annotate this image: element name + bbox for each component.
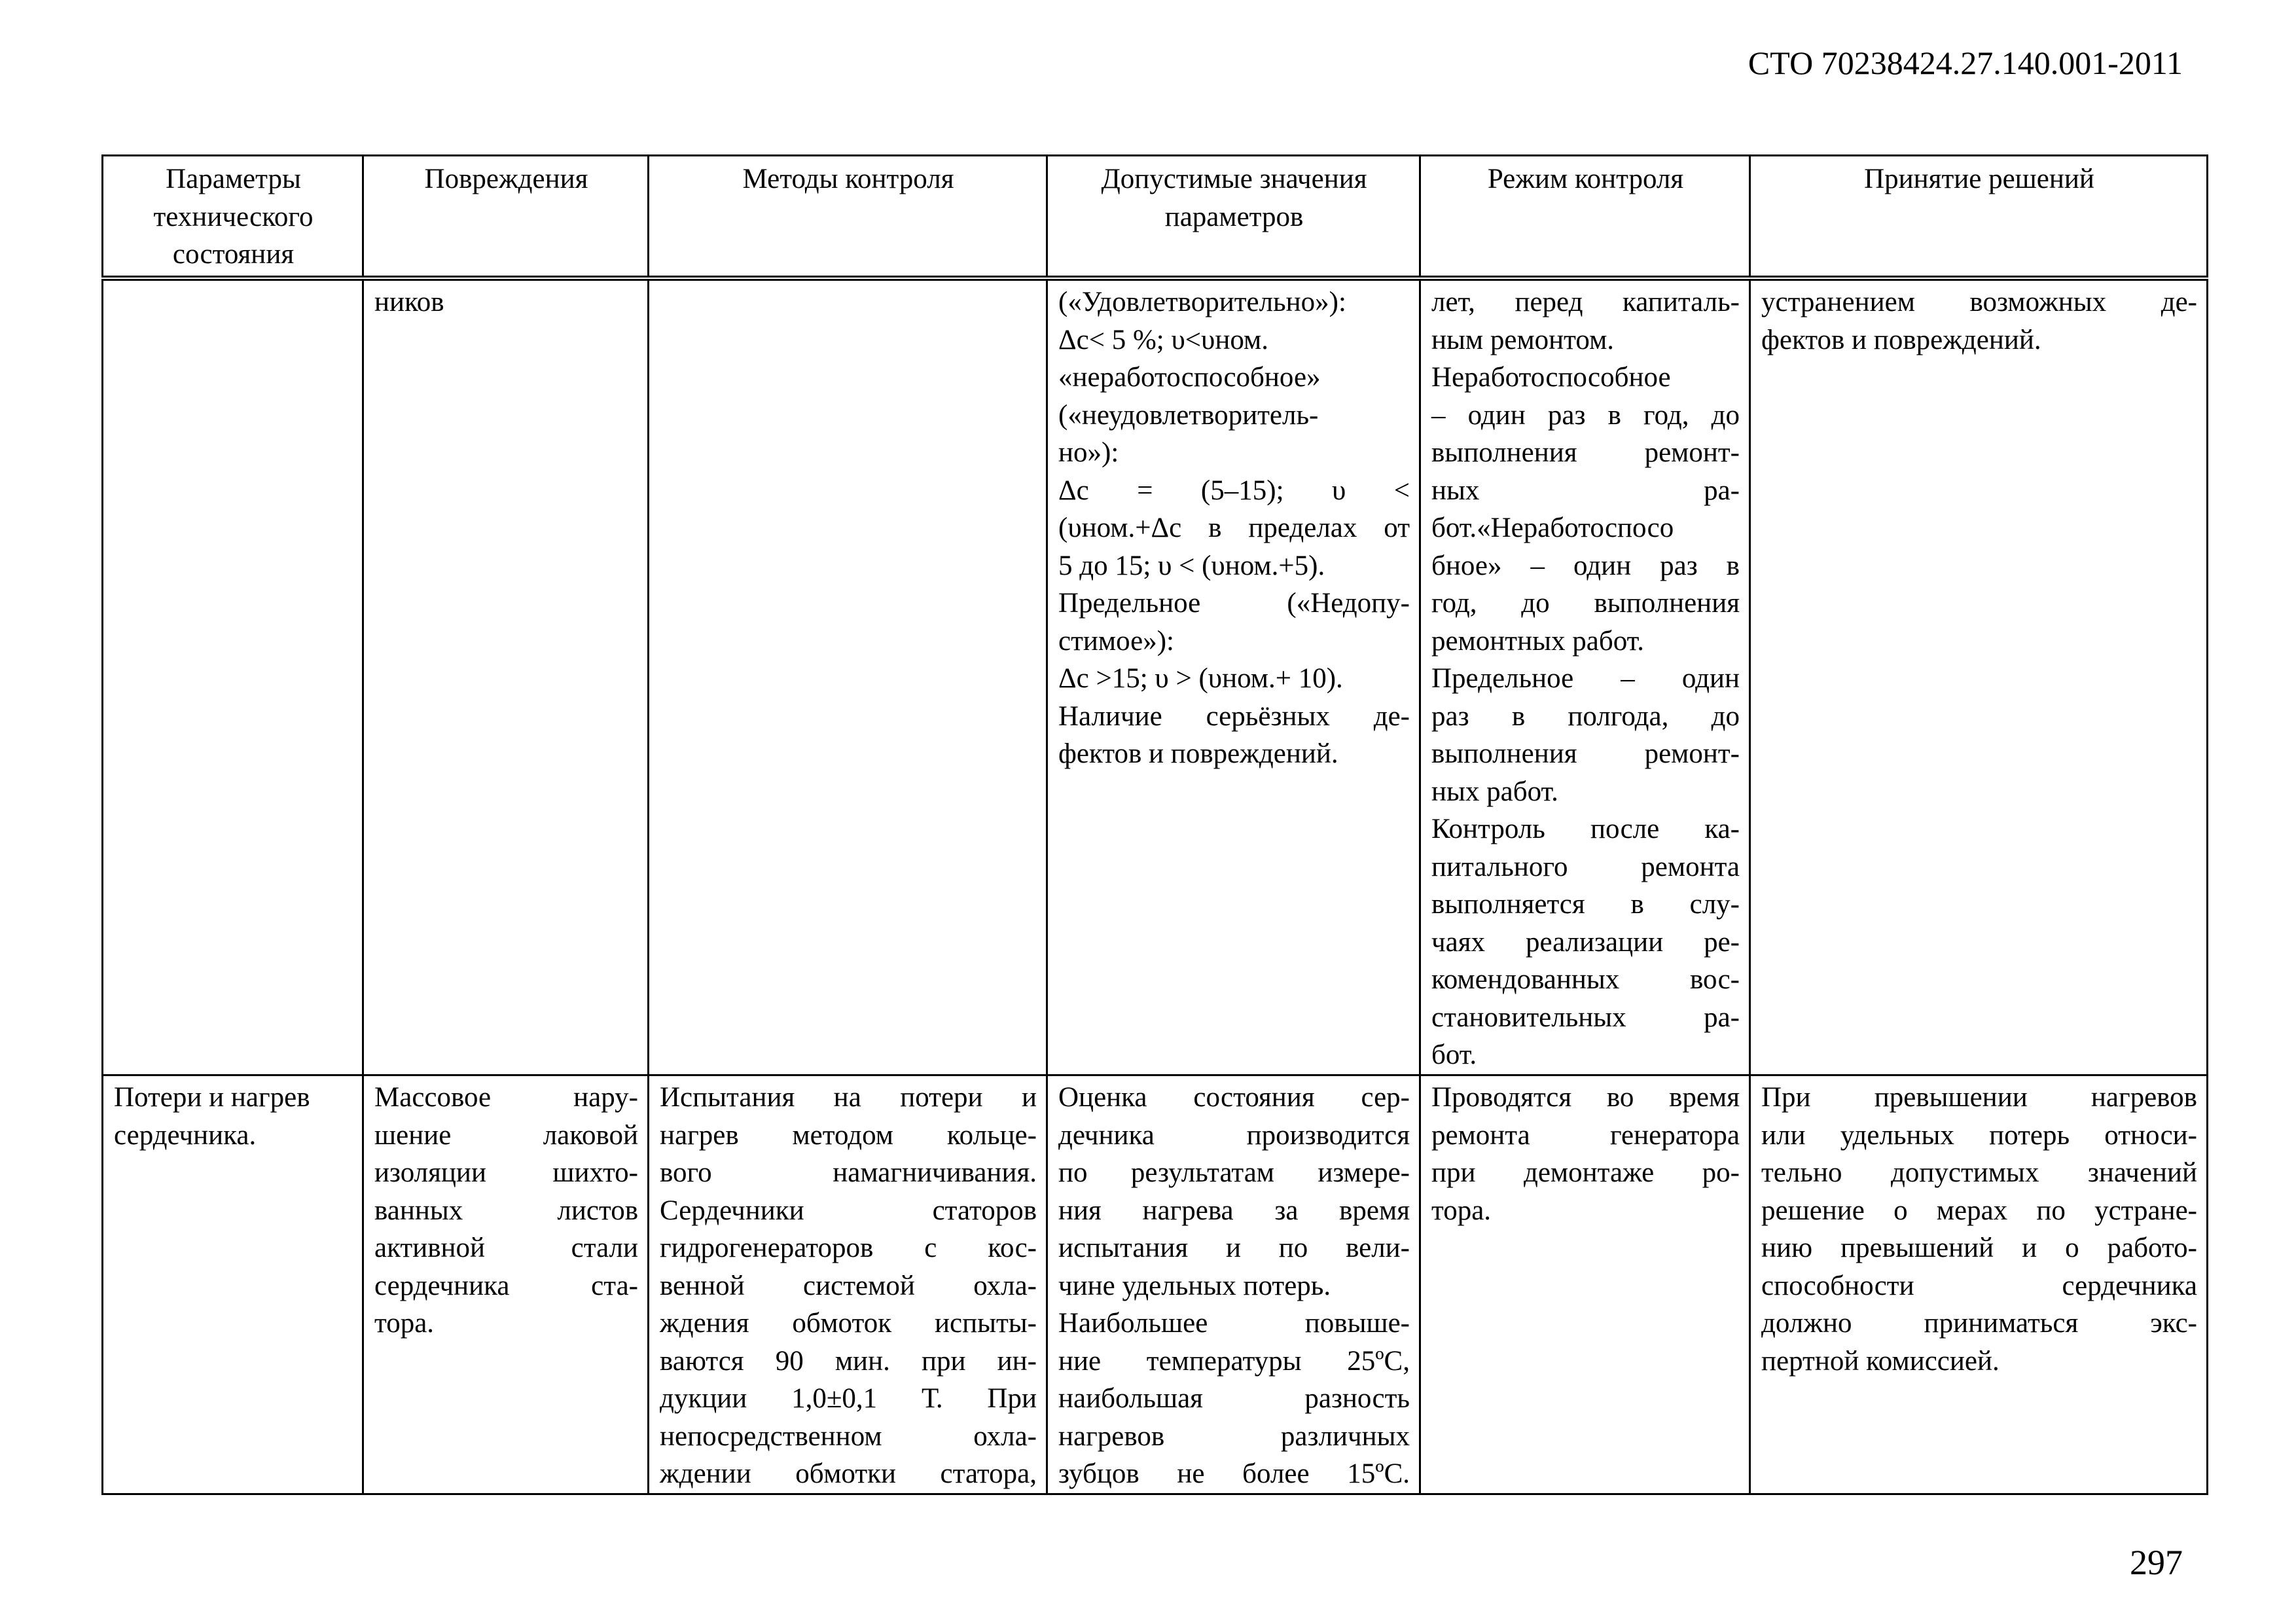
cell-line: гидрогенераторов с кос- [660,1233,1037,1263]
cell-line: выполнения ремонт- [1431,437,1740,468]
cell-line: фектов и повреждений. [1761,324,2041,355]
column-header-control-mode: Режим контроля [1420,156,1750,279]
cell-line: ждении обмотки статора, [660,1458,1037,1489]
cell-line: («Удовлетворительно»): [1058,287,1346,317]
cell-line: Δc = (5–15); υ < [1058,475,1410,506]
cell-method [649,278,1047,1075]
cell-line: непосредственном охла- [660,1420,1037,1452]
column-header-methods: Методы контроля [649,156,1047,279]
table-row [103,1075,2208,1494]
cell-line: по результатам измере- [1058,1157,1410,1188]
cell-line: бот.«Неработоспосо [1431,513,1674,543]
cell-line: тора. [374,1308,435,1339]
cell-line: Δc< 5 %; υ<υном. [1058,324,1268,355]
cell-line: ных ра- [1431,475,1740,506]
cell-line: вого намагничивания. [660,1157,1037,1188]
cell-allowed-values [1047,1075,1420,1494]
cell-line: зубцов не более 15ºС. [1058,1458,1410,1489]
cell-line: Проводятся во время [1431,1082,1740,1113]
cell-line: сердечника ста- [374,1270,638,1301]
cell-line: лет, перед капиталь- [1431,287,1740,317]
cell-line: ремонта генератора [1431,1119,1740,1151]
cell-line: год, до выполнения [1431,588,1740,619]
cell-line: должно приниматься экс- [1761,1308,2197,1339]
cell-line: ния нагрева за время [1058,1195,1410,1226]
cell-line: При превышении нагревов [1761,1082,2197,1113]
table-header-row [103,156,2208,279]
cell-line: Контроль после ка- [1431,814,1740,844]
cell-line: бное» – один раз в [1431,550,1740,581]
cell-line: ремонтных работ. [1431,625,1644,657]
cell-line: ванных листов [374,1195,638,1226]
cell-line: нагрев методом кольце- [660,1119,1037,1151]
cell-line: тора. [1431,1195,1492,1226]
cell-line: (υном.+Δc в пределах от [1058,513,1410,543]
cell-line: Предельное – один [1431,663,1740,694]
cell-line: решение о мерах по устране- [1761,1195,2197,1226]
cell-line: питального ремонта [1431,851,1740,882]
cell-line: Оценка состояния сер- [1058,1082,1410,1113]
cell-allowed-values [1047,278,1420,1075]
column-header-decisions: Принятие решений [1750,156,2208,279]
cell-line: 5 до 15; υ < (υном.+5). [1058,550,1325,581]
document-code: СТО 70238424.27.140.001-2011 [1748,45,2183,81]
cell-line: изоляции шихто- [374,1157,638,1188]
cell-parameter [103,278,363,1075]
cell-line: фектов и повреждений. [1058,738,1338,769]
cell-line: ваются 90 мин. при ин- [660,1345,1037,1377]
cell-line: но»): [1058,437,1119,468]
cell-line: активной стали [374,1233,638,1263]
cell-damage [363,1075,649,1494]
cell-line: ным ремонтом. [1431,324,1615,355]
cell-line: выполняется в слу- [1431,889,1740,920]
cell-line: Испытания на потери и [660,1082,1037,1113]
cell-line: «неработоспособное» [1058,362,1321,393]
cell-line: становительных ра- [1431,1001,1740,1033]
table-row [103,278,2208,1075]
cell-line: дукции 1,0±0,1 Т. При [660,1383,1037,1414]
cell-line: («неудовлетворитель- [1058,399,1319,431]
cell-line: – один раз в год, до [1431,399,1740,431]
cell-line: устранением возможных де- [1761,287,2197,317]
cell-line: стимое»): [1058,625,1174,657]
cell-line: чине удельных потерь. [1058,1270,1331,1301]
cell-line: способности сердечника [1761,1270,2197,1301]
cell-line: Предельное («Недопу- [1058,588,1410,619]
cell-line: бот. [1431,1039,1477,1070]
cell-line: выполнения ремонт- [1431,738,1740,769]
cell-method [649,1075,1047,1494]
cell-line: наибольшая разность [1058,1383,1410,1414]
cell-line: Δc >15; υ > (υном.+ 10). [1058,663,1343,694]
cell-line: ние температуры 25ºС, [1058,1345,1410,1377]
cell-line: Наличие серьёзных де- [1058,700,1410,732]
column-header-damage: Повреждения [363,156,649,279]
cell-line: нию превышений и о работо- [1761,1233,2197,1263]
cell-control-mode [1420,1075,1750,1494]
technical-condition-table [101,154,2208,1495]
cell-line: венной системой охла- [660,1270,1037,1301]
cell-line: нагревов различных [1058,1420,1410,1452]
cell-line: чаях реализации ре- [1431,926,1740,958]
cell-line: или удельных потерь относи- [1761,1119,2197,1151]
cell-decision [1750,278,2208,1075]
cell-line: шение лаковой [374,1119,638,1151]
cell-line: комендованных вос- [1431,964,1740,995]
cell-line: пертной комиссией. [1761,1345,2000,1377]
cell-control-mode [1420,278,1750,1075]
page-number: 297 [2130,1543,2183,1582]
cell-line: Неработоспособное [1431,362,1671,393]
cell-line: ждения обмоток испыты- [660,1308,1037,1339]
column-header-parameters: Параметры технического состояния [103,156,363,279]
column-header-allowed-values: Допустимые значения параметров [1047,156,1420,279]
cell-decision [1750,1075,2208,1494]
cell-line: Наибольшее повыше- [1058,1308,1410,1339]
cell-damage: ников [363,278,649,1075]
cell-line: тельно допустимых значений [1761,1157,2197,1188]
cell-line: раз в полгода, до [1431,700,1740,732]
cell-line: сердечника. [114,1119,257,1151]
cell-line: Массовое нару- [374,1082,638,1113]
cell-line: при демонтаже ро- [1431,1157,1740,1188]
cell-line: испытания и по вели- [1058,1233,1410,1263]
cell-line: Сердечники статоров [660,1195,1037,1226]
cell-line: ных работ. [1431,776,1558,807]
cell-parameter [103,1075,363,1494]
cell-line: дечника производится [1058,1119,1410,1151]
cell-line: Потери и нагрев [114,1082,310,1113]
